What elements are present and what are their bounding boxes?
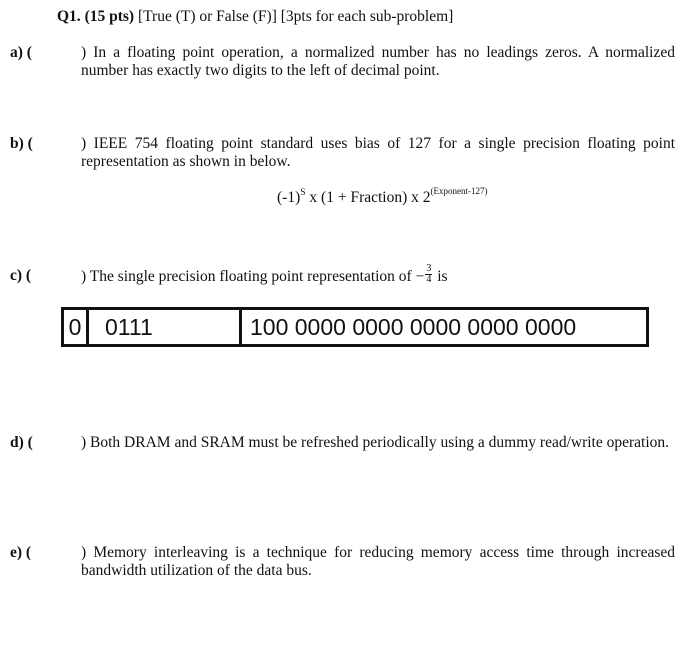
bias-formula (277, 186, 488, 207)
formula-base: (-1) (277, 189, 301, 206)
item-a-label[interactable]: a) ( (10, 44, 32, 61)
fraction-three-quarters (425, 264, 432, 285)
item-b-text: ) IEEE 754 floating point standard uses bias of 127 for a single precision floating point representation as shown in below. (81, 135, 675, 170)
fp-sign-bit: 0 (64, 310, 89, 344)
item-c-text-after: is (433, 268, 448, 286)
formula-middle: x (1 + Fraction) x 2 (305, 189, 431, 206)
item-d-label[interactable]: d) ( (10, 434, 33, 451)
item-b-label[interactable]: b) ( (10, 135, 33, 152)
formula-sign-exponent: S (300, 188, 306, 198)
item-e-label[interactable]: e) ( (10, 544, 32, 561)
item-e-text: ) Memory interleaving is a technique for reducing memory access time through increased bandwidth utilization of the data bus. (81, 544, 675, 579)
fp-fraction-field: 100 0000 0000 0000 0000 0000 (250, 313, 577, 340)
item-c-text (81, 263, 675, 288)
item-a-text: ) In a floating point operation, a normalized number has no leadings zeros. A normalized number has exactly two digits to the left of decimal point. (81, 44, 675, 79)
question-points: (15 pts) (84, 8, 135, 25)
item-c-text-before: ) The single precision floating point representation of (81, 268, 416, 286)
fraction-sign: − (415, 268, 425, 286)
formula-power: (Exponent-127) (430, 186, 488, 196)
question-instructions: [True (T) or False (F)] [3pts for each sub-problem] (137, 8, 454, 25)
question-number: Q1. (57, 8, 81, 25)
fraction-denominator: 4 (426, 274, 432, 285)
fraction-numerator: 3 (426, 263, 432, 274)
fp-exponent-field: 0111 (89, 310, 242, 344)
question-header (57, 8, 453, 26)
fp-representation-box (61, 307, 649, 347)
item-d-text: ) Both DRAM and SRAM must be refreshed periodically using a dummy read/write operation. (81, 434, 670, 451)
item-c-label[interactable]: c) ( (10, 267, 32, 284)
